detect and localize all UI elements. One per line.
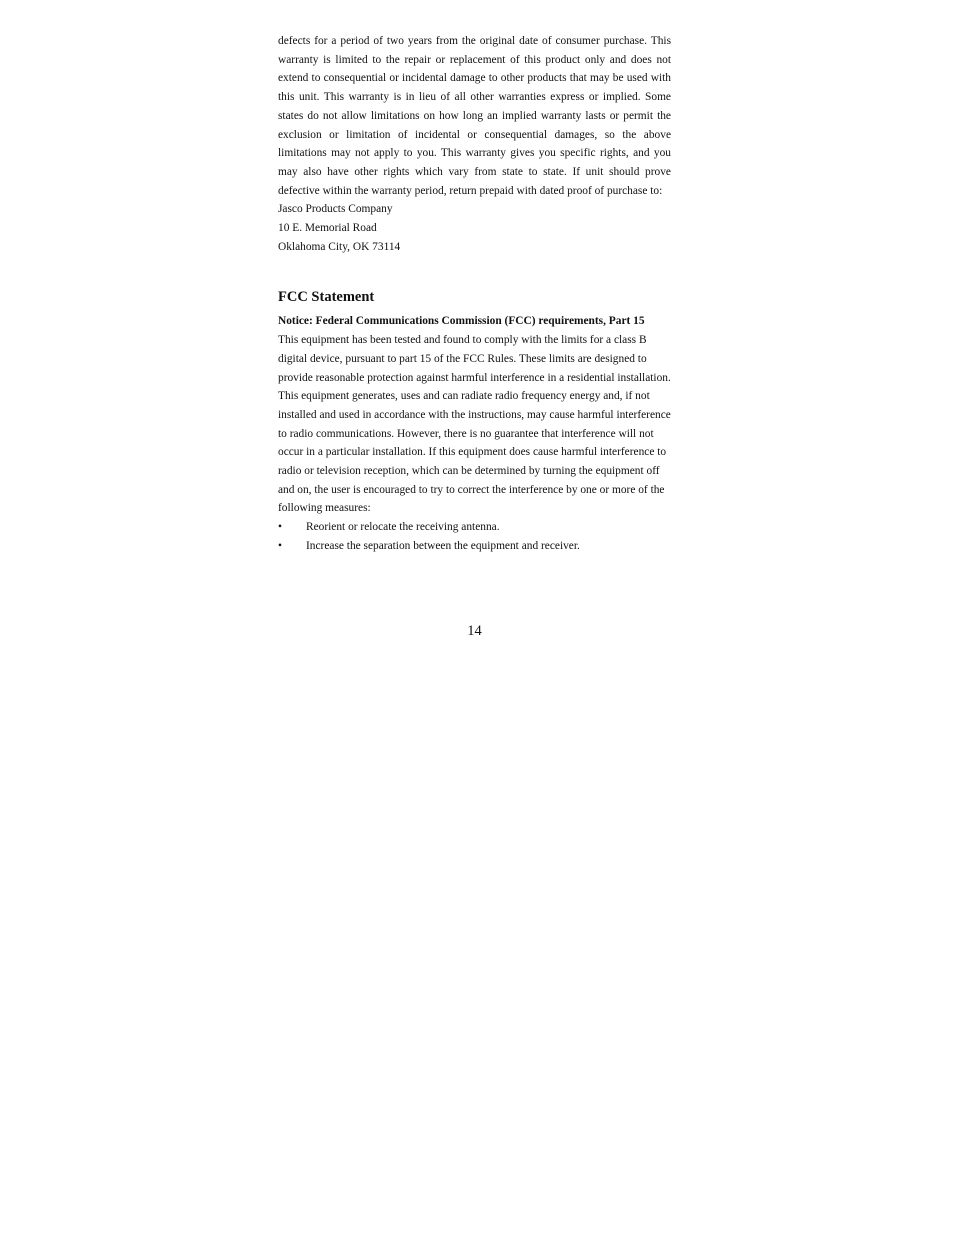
list-item bbox=[278, 518, 671, 537]
page-number: 14 bbox=[467, 623, 482, 639]
address-city: Oklahoma City, OK 73114 bbox=[278, 240, 401, 253]
measure-text: Reorient or relocate the receiving antenna. bbox=[306, 521, 500, 534]
measure-text: Increase the separation between the equipment and receiver. bbox=[306, 539, 580, 552]
warranty-paragraph: defects for a period of two years from the original date of consumer purchase. This warranty is limited to the repair or replacement of this product only and does not extend to consequential or incidental damage to other products that may be used with this unit. This warranty is in lieu of all other warranties express or implied. Some states do not allow limitations on how long an implied warranty lasts or permit the exclusion or limitation of incidental or consequential damages, so the above limitations may not apply to you. This warranty gives you specific rights, and you may also have other rights which vary from state to state. If unit should prove defective within the warranty period, return prepaid with dated proof of purchase to: bbox=[278, 35, 671, 197]
bullet-icon: • bbox=[278, 521, 282, 534]
address-street: 10 E. Memorial Road bbox=[278, 222, 377, 235]
bullet-icon: • bbox=[278, 539, 282, 552]
document-page bbox=[278, 32, 671, 556]
fcc-measures-list bbox=[278, 518, 671, 555]
address-company: Jasco Products Company bbox=[278, 203, 393, 216]
mailing-address bbox=[278, 200, 671, 256]
list-item bbox=[278, 537, 671, 556]
fcc-heading: FCC Statement bbox=[278, 289, 375, 306]
fcc-notice: Notice: Federal Communications Commission (FCC) requirements, Part 15 bbox=[278, 315, 645, 328]
fcc-body: This equipment has been tested and found to comply with the limits for a class B digital device, pursuant to part 15 of the FCC Rules. These limits are designed to provide reasonable protection against harmful interference in a residential installation. This equipment generates, uses and can radiate radio frequency energy and, if not installed and used in accordance with the instructions, may cause harmful interference to radio communications. However, there is no guarantee that interference will not occur in a particular installation. If this equipment does cause harmful interference to radio or television reception, which can be determined by turning the equipment off and on, the user is encouraged to try to correct the interference by one or more of the following measures: bbox=[278, 334, 671, 515]
